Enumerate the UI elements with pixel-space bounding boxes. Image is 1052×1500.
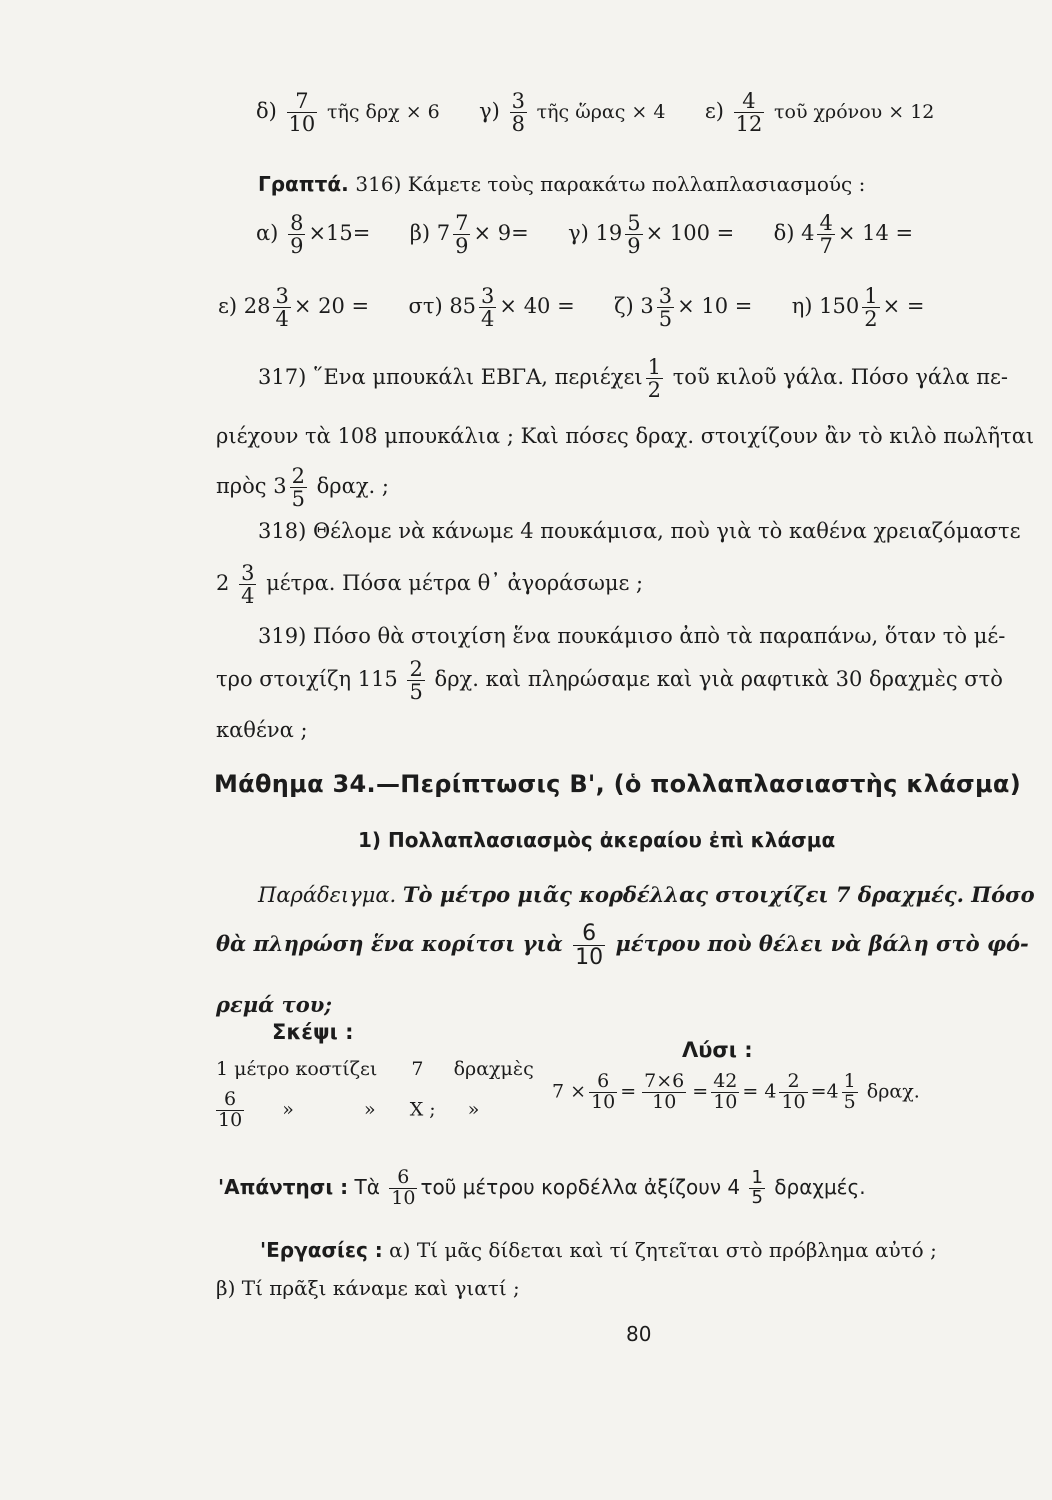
- answer-line: [218, 1168, 866, 1209]
- fraction-5-9: $\frac{5}{9}$: [627, 211, 641, 259]
- skepsi-row1-b: 7: [411, 1058, 424, 1080]
- p317-after: τοῦ κιλοῦ γάλα. Πόσο γάλα πε-: [672, 365, 1009, 390]
- rest-b: × 9=: [473, 221, 529, 246]
- problem-319-line1: 319) Πόσο θὰ στοιχίση ἕνα πουκάμισο ἀπὸ τὰ παραπάνω, ὅταν τὸ μέ-: [258, 624, 1006, 648]
- problem-319-line3: καθένα ;: [216, 718, 308, 742]
- rest-a: ×15=: [308, 221, 371, 246]
- fraction-4-12: $\frac{4}{12}$: [735, 89, 763, 137]
- page-number: 80: [626, 1322, 652, 1346]
- lysi-equation: [552, 1072, 920, 1113]
- fraction-2-5-a: $\frac{2}{5}$: [291, 464, 305, 512]
- lesson-subtitle: 1) Πολλαπλασιασμὸς ἀκεραίου ἐπὶ κλάσμα: [358, 828, 836, 852]
- fraction-lysi-2: $\frac{7\times 6}{10}$: [644, 1070, 685, 1113]
- rest-g2: × 100 =: [645, 221, 735, 246]
- answer-start: Τὰ: [354, 1174, 380, 1199]
- label-e2: ε) 28: [218, 294, 271, 319]
- skepsi-title: Σκέψι :: [272, 1020, 354, 1044]
- fraction-4-7: $\frac{4}{7}$: [819, 211, 833, 259]
- text-g: τῆς ὥρας × 4: [536, 101, 666, 124]
- rest-z: × 10 =: [677, 294, 753, 319]
- label-a: α): [256, 221, 279, 246]
- label-e: ε): [704, 99, 724, 124]
- fraction-lysi-5: $\frac{1}{5}$: [843, 1070, 856, 1113]
- lesson-title: Μάθημα 34.—Περίπτωσις Β', (ὁ πολλαπλασιαστὴς κλάσμα): [214, 770, 1021, 798]
- rest-e2: × 20 =: [293, 294, 370, 319]
- fraction-3-8: $\frac{3}{8}$: [511, 89, 525, 137]
- exercise-top-row: [256, 90, 934, 135]
- example-line2-end: μέτρου ποὺ θέλει νὰ βάλη στὸ φό-: [615, 931, 1029, 957]
- tasks-line2: β) Τί πρᾶξι κάναμε καὶ γιατί ;: [216, 1276, 520, 1300]
- p317-start: 317) ῞Ενα μπουκάλι ΕΒΓΑ, περιέχει: [258, 365, 643, 390]
- rest-st: × 40 =: [499, 294, 575, 319]
- grapta-text: 316) Κάμετε τοὺς παρακάτω πολλαπλασιασμούς :: [355, 172, 866, 196]
- p318-line2-start: 2: [216, 571, 230, 596]
- fraction-1-2-b: $\frac{1}{2}$: [647, 355, 661, 403]
- problem-317-line2: ριέχουν τὰ 108 μπουκάλια ; Καὶ πόσες δραχ. στοιχίζουν ἂν τὸ κιλὸ πωλῆται: [216, 424, 1035, 448]
- example-line3: ρεμά του;: [216, 992, 333, 1017]
- rest-d2: × 14 =: [837, 221, 914, 246]
- fraction-6-10-skepsi: $\frac{6}{10}$: [218, 1088, 243, 1131]
- tasks-label: 'Εργασίες :: [260, 1238, 383, 1262]
- label-b: β) 7: [409, 221, 451, 246]
- label-g: γ): [479, 99, 500, 124]
- label-h: η) 150: [791, 294, 860, 319]
- problem-317-line1: [258, 356, 1008, 401]
- skepsi-row1-c: δραχμὲς: [453, 1058, 534, 1080]
- p319-line2-start: τρο στοιχίζη 115: [216, 667, 398, 692]
- tasks-line1: [260, 1238, 937, 1262]
- p317-line3-end: δραχ. ;: [316, 474, 389, 499]
- fraction-8-9: $\frac{8}{9}$: [290, 211, 304, 259]
- fraction-6-10-answer: $\frac{6}{10}$: [391, 1166, 416, 1209]
- fraction-3-5: $\frac{3}{5}$: [658, 284, 673, 332]
- lysi-title: Λύσι :: [682, 1038, 753, 1062]
- fraction-1-2-a: $\frac{1}{2}$: [864, 284, 878, 332]
- ditto-2: »: [364, 1098, 376, 1121]
- p319-line2-end: δρχ. καὶ πληρώσαμε καὶ γιὰ ραφτικὰ 30 δραχμὲς στὸ: [434, 667, 1003, 692]
- fraction-lysi-1: $\frac{6}{10}$: [591, 1070, 616, 1113]
- label-st: στ) 85: [408, 294, 477, 319]
- fraction-3-4-c: $\frac{3}{4}$: [241, 561, 255, 609]
- fraction-3-4-b: $\frac{3}{4}$: [481, 284, 495, 332]
- answer-middle: τοῦ μέτρου κορδέλλα ἀξίζουν 4: [420, 1174, 741, 1199]
- example-text1: Τὸ μέτρο μιᾶς κορδέλλας στοιχίζει 7 δραχμές. Πόσο: [402, 882, 1035, 907]
- unknown-x: Χ ;: [409, 1098, 436, 1121]
- ditto-3: »: [467, 1098, 480, 1121]
- answer-end: δραχμές.: [774, 1174, 866, 1199]
- fraction-lysi-4: $\frac{2}{10}$: [781, 1070, 806, 1113]
- p318-line2-end: μέτρα. Πόσα μέτρα θ᾿ ἀγοράσωμε ;: [266, 571, 644, 596]
- skepsi-row2: [216, 1090, 479, 1131]
- problem-319-line2: [216, 658, 1003, 703]
- fraction-3-4-a: $\frac{3}{4}$: [275, 284, 289, 332]
- label-d2: δ) 4: [773, 221, 815, 246]
- answer-label: 'Απάντησι :: [218, 1174, 349, 1199]
- text-d: τῆς δρχ × 6: [326, 101, 440, 124]
- example-line2-start: θὰ πληρώση ἕνα κορίτσι γιὰ: [216, 931, 563, 957]
- text-e: τοῦ χρόνου × 12: [774, 101, 935, 124]
- fraction-2-5-b: $\frac{2}{5}$: [409, 657, 423, 705]
- grapta-title: Γραπτά.: [258, 172, 349, 196]
- tasks-text1: α) Τί μᾶς δίδεται καὶ τί ζητεῖται στὸ πρόβλημα αὐτό ;: [389, 1238, 937, 1262]
- rest-h: × =: [882, 294, 925, 319]
- problem-318-line2: [216, 562, 643, 607]
- exercise-row-a: [256, 212, 913, 257]
- fraction-7-9: $\frac{7}{9}$: [455, 211, 469, 259]
- fraction-6-10-example: $\frac{6}{10}$: [575, 921, 604, 971]
- p317-line3-start: πρὸς 3: [216, 474, 287, 499]
- lysi-eq3: = 4: [742, 1080, 777, 1103]
- lysi-eq1: =: [620, 1080, 637, 1103]
- lysi-a: 7 ×: [552, 1080, 587, 1103]
- ditto-1: »: [282, 1098, 294, 1121]
- lysi-unit: δραχ.: [866, 1080, 920, 1103]
- skepsi-row1-a: 1 μέτρο κοστίζει: [216, 1058, 378, 1080]
- label-g2: γ) 19: [568, 221, 623, 246]
- lysi-eq4: =4: [810, 1080, 839, 1103]
- example-line1: [258, 882, 1035, 907]
- label-z: ζ) 3: [614, 294, 654, 319]
- exercise-row-b: [218, 285, 925, 330]
- skepsi-row1: [216, 1058, 534, 1080]
- problem-318-line1: 318) Θέλομε νὰ κάνωμε 4 πουκάμισα, ποὺ γιὰ τὸ καθένα χρειαζόμαστε: [258, 519, 1021, 543]
- fraction-1-5-answer: $\frac{1}{5}$: [751, 1167, 763, 1208]
- example-line2: [216, 922, 1029, 969]
- grapta-heading: [258, 172, 865, 196]
- lysi-eq2: =: [692, 1080, 709, 1103]
- problem-317-line3: [216, 465, 389, 510]
- example-label: Παράδειγμα.: [258, 883, 397, 907]
- fraction-7-10: $\frac{7}{10}$: [288, 89, 316, 137]
- fraction-lysi-3: $\frac{42}{10}$: [713, 1070, 738, 1113]
- label-d: δ): [256, 99, 277, 124]
